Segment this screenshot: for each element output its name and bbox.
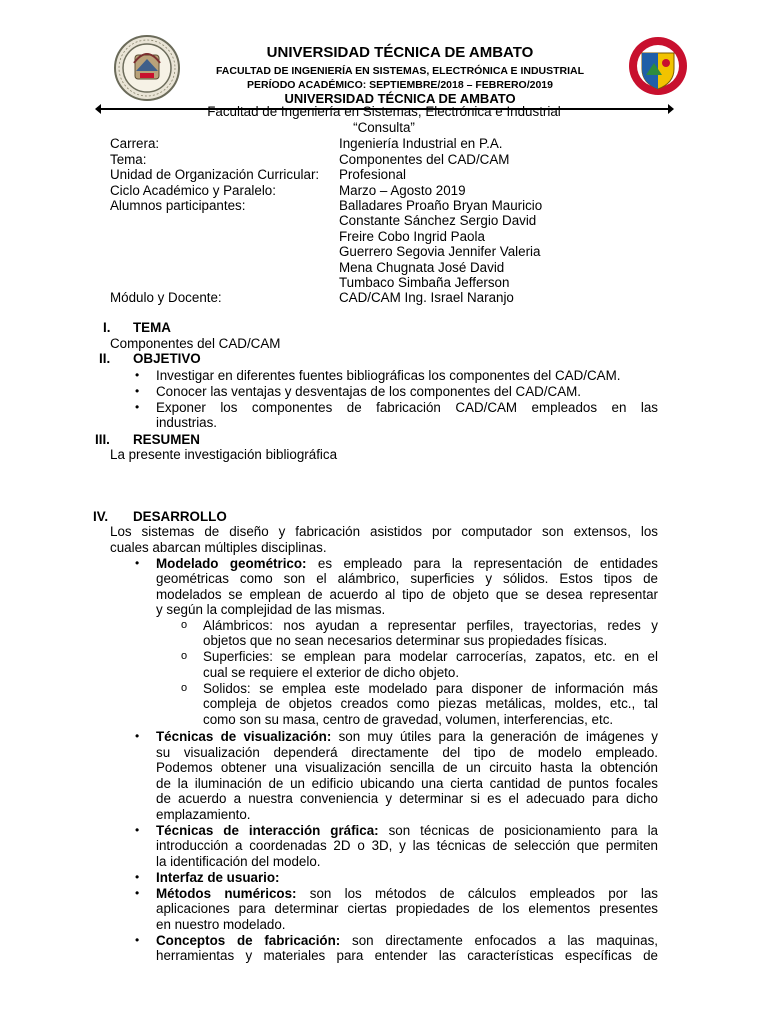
info-value: Tumbaco Simbaña Jefferson xyxy=(339,275,510,290)
paragraph-line: aplicaciones para determinar ciertas propiedades de los elementos presentes xyxy=(156,901,658,916)
tema-text: Componentes del CAD/CAM xyxy=(110,336,281,351)
term-label: Métodos numéricos: xyxy=(156,886,297,901)
paragraph-line: compleja de objetos creados como piezas metálicas, moldes, etc., tal xyxy=(203,696,658,711)
sub-item-alambricos: Alámbricos: nos ayudan a representar perfiles, trayectorias, redes y xyxy=(203,618,658,633)
objective-item: Conocer las ventajas y desventajas de los componentes del CAD/CAM. xyxy=(156,384,581,399)
term-label: Técnicas de interacción gráfica: xyxy=(156,823,379,838)
paragraph-line: la identificación del modelo. xyxy=(156,854,321,869)
info-value: Freire Cobo Ingrid Paola xyxy=(339,229,485,244)
desarrollo-intro-cont: cuales abarcan múltiples disciplinas. xyxy=(110,540,327,555)
sub-bullet-marker: o xyxy=(181,682,188,694)
bullet-marker: • xyxy=(135,384,140,398)
term-label: Conceptos de fabricación: xyxy=(156,933,341,948)
item-interfaz-usuario: Interfaz de usuario: xyxy=(156,870,280,885)
bullet-marker: • xyxy=(135,400,140,414)
paragraph-line: en nuestro modelado. xyxy=(156,917,286,932)
objective-item: Exponer los componentes de fabricación CAD/CAM empleados en las xyxy=(156,400,658,415)
paragraph-line: como son su masa, centro de gravedad, volumen, interferencias, etc. xyxy=(203,712,614,727)
bullet-marker: • xyxy=(135,729,140,743)
section-heading-resumen: RESUMEN xyxy=(133,432,200,447)
info-value: Componentes del CAD/CAM xyxy=(339,152,510,167)
info-value: Profesional xyxy=(339,167,406,182)
bullet-marker: • xyxy=(135,556,140,570)
bullet-marker: • xyxy=(135,933,140,947)
paragraph-line: modelados se emplean de acuerdo al tipo de objeto que se desea representar xyxy=(156,587,658,602)
bullet-marker: • xyxy=(135,368,140,382)
item-conceptos-fabricacion xyxy=(156,933,658,949)
info-label: Módulo y Docente: xyxy=(110,290,222,305)
rule-arrow-right xyxy=(668,104,674,114)
term-text: son directamente enfocados a las maquinas, xyxy=(340,933,658,948)
paragraph-line: cual se requiere el exterior de dicho objeto. xyxy=(203,665,460,680)
objective-item-cont: industrias. xyxy=(156,415,218,430)
university-name: UNIVERSIDAD TÉCNICA DE AMBATO xyxy=(266,44,534,61)
info-label: Ciclo Académico y Paralelo: xyxy=(110,183,276,198)
section-number: IV. xyxy=(93,509,109,524)
bullet-marker: • xyxy=(135,823,140,837)
bullet-marker: • xyxy=(135,870,140,884)
term-text: son los métodos de cálculos empleados por las xyxy=(296,886,658,901)
info-value: Marzo – Agosto 2019 xyxy=(339,183,466,198)
section-heading-objetivo: OBJETIVO xyxy=(133,351,201,366)
term-text: es empleado para la representación de entidades xyxy=(306,556,658,571)
term-text: son técnicas de posicionamiento para la xyxy=(378,823,658,838)
section-number: I. xyxy=(103,320,111,335)
bullet-marker: • xyxy=(135,886,140,900)
paragraph-line: objetos que no sean necesarios determinar sus propiedades físicas. xyxy=(203,633,608,648)
section-number: III. xyxy=(95,432,110,447)
info-value: Guerrero Segovia Jennifer Valeria xyxy=(339,244,541,259)
paragraph-line: de la iluminación de un edificio ubicando una cierta cantidad de puntos focales xyxy=(156,776,658,791)
info-label: Unidad de Organización Curricular: xyxy=(110,167,320,182)
info-label: Alumnos participantes: xyxy=(110,198,246,213)
university-seal-left xyxy=(114,35,180,101)
term-label: Modelado geométrico: xyxy=(156,556,307,571)
term-text: son muy útiles para la generación de imágenes y xyxy=(331,729,658,744)
faculty-line: Facultad de Ingeniería en Sistemas, Electrónica e Industrial xyxy=(207,104,561,119)
paragraph-line: de acuerdo a nuestra conveniencia y determinar si es el adecuado para dicho xyxy=(156,791,658,806)
section-heading-tema: TEMA xyxy=(133,320,171,335)
paragraph-line: y según la complejidad de las mismas. xyxy=(156,602,386,617)
paragraph-line: su visualización dependerá directamente del tipo de modelo empleado. xyxy=(156,745,658,760)
paragraph-line: geométricas como son el alámbrico, superficies y sólidos. Estos tipos de xyxy=(156,571,658,586)
info-label: Tema: xyxy=(110,152,147,167)
sub-item-solidos: Solidos: se emplea este modelado para disponer de información más xyxy=(203,681,658,696)
objective-item: Investigar en diferentes fuentes bibliográficas los componentes del CAD/CAM. xyxy=(156,368,621,383)
desarrollo-intro: Los sistemas de diseño y fabricación asistidos por computador son extensos, los xyxy=(110,524,658,539)
document-type: “Consulta” xyxy=(353,120,415,135)
paragraph-line: introducción a coordenadas 2D o 3D, y las técnicas de selección que permiten xyxy=(156,838,658,853)
info-value: CAD/CAM Ing. Israel Naranjo xyxy=(339,290,514,305)
sub-bullet-marker: o xyxy=(181,650,188,662)
university-name-repeat: UNIVERSIDAD TÉCNICA DE AMBATO xyxy=(284,91,516,106)
faculty-seal-right xyxy=(628,35,688,97)
info-value: Balladares Proaño Bryan Mauricio xyxy=(339,198,543,213)
resumen-text: La presente investigación bibliográfica xyxy=(110,447,338,462)
section-heading-desarrollo: DESARROLLO xyxy=(133,509,227,524)
info-value: Ingeniería Industrial en P.A. xyxy=(339,136,503,151)
item-metodos-numericos xyxy=(156,886,658,902)
paragraph-line: Podemos obtener una visualización sencilla de un circuito hasta la obtención xyxy=(156,760,658,775)
item-tecnicas-interaccion xyxy=(156,823,658,839)
paragraph-line: herramientas y materiales para entender las características específicas de xyxy=(156,948,658,963)
info-value: Constante Sánchez Sergio David xyxy=(339,213,537,228)
term-label: Técnicas de visualización: xyxy=(156,729,332,744)
paragraph-line: emplazamiento. xyxy=(156,807,251,822)
info-value: Mena Chugnata José David xyxy=(339,260,505,275)
sub-item-superficies: Superficies: se emplean para modelar carrocerías, zapatos, etc. en el xyxy=(203,649,658,664)
item-modelado-geometrico xyxy=(156,556,658,572)
sub-bullet-marker: o xyxy=(181,619,188,631)
faculty-name-caps: FACULTAD DE INGENIERÍA EN SISTEMAS, ELECTRÓNICA E INDUSTRIAL xyxy=(215,65,585,77)
letterhead xyxy=(0,0,768,112)
item-tecnicas-visualizacion xyxy=(156,729,658,745)
section-number: II. xyxy=(99,351,111,366)
academic-period: PERÍODO ACADÉMICO: SEPTIEMBRE/2018 – FEBRERO/2019 xyxy=(247,79,553,91)
info-label: Carrera: xyxy=(110,136,160,151)
